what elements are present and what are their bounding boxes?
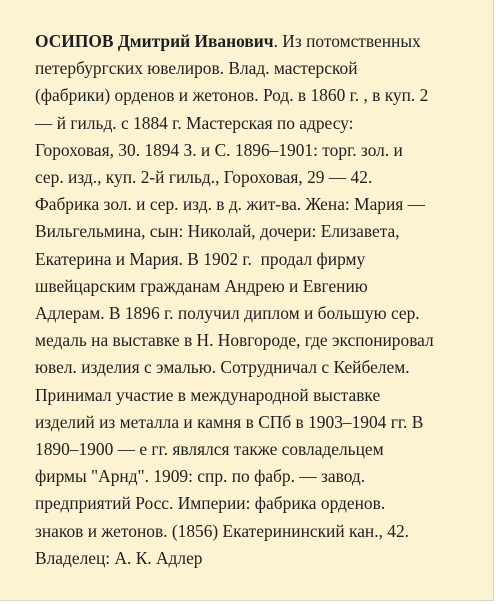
entry-line-16: 1890–1900 — е гг. являлся также совладельцем <box>35 439 384 460</box>
entry-line-10: швейцарским гражданам Андрею и Евгению <box>35 275 368 296</box>
entry-line-5: Гороховая, 30. 1894 З. и С. 1896–1901: торг. зол. и <box>35 139 403 160</box>
entry-line-13: ювел. изделия с эмалью. Сотрудничал с Кейбелем. <box>35 357 410 378</box>
entry-line-3: (фабрики) орденов и жетонов. Род. в 1860 г. , в куп. 2 <box>35 85 429 106</box>
entry-line-6: сер. изд., куп. 2-й гильд., Гороховая, 29 — 42. <box>35 167 373 188</box>
entry-line-18: предприятий Росс. Империи: фабрика орденов. <box>35 493 386 514</box>
entry-line-1 <box>35 28 465 55</box>
biography-entry <box>35 28 465 572</box>
entry-line-12: медаль на выставке в Н. Новгороде, где экспонировал <box>35 330 434 351</box>
entry-name: ОСИПОВ Дмитрий Иванович <box>35 31 274 51</box>
entry-line-17: фирмы "Арнд". 1909: спр. по фабр. — завод. <box>35 466 366 487</box>
entry-line-11: Адлерам. В 1896 г. получил диплом и большую сер. <box>35 303 420 324</box>
entry-line-7: Фабрика зол. и сер. изд. в д. жит-ва. Жена: Мария — <box>35 194 426 215</box>
entry-line-9: Екатерина и Мария. В 1902 г. продал фирму <box>35 248 366 269</box>
entry-line-8: Вильгельмина, сын: Николай, дочери: Елизавета, <box>35 221 400 242</box>
entry-line-14: Принимал участие в международной выставке <box>35 384 381 405</box>
entry-line-15: изделий из металла и камня в СПб в 1903–1904 гг. В <box>35 411 424 432</box>
entry-line-19: знаков и жетонов. (1856) Екатерининский кан., 42. <box>35 520 409 541</box>
entry-line-4: — й гильд. с 1884 г. Мастерская по адресу: <box>35 112 354 133</box>
entry-line-20: Владелец: А. К. Адлер <box>35 547 203 568</box>
entry-text: . Из потомственных <box>273 31 421 51</box>
entry-line-2: петербургских ювелиров. Влад. мастерской <box>35 58 358 79</box>
